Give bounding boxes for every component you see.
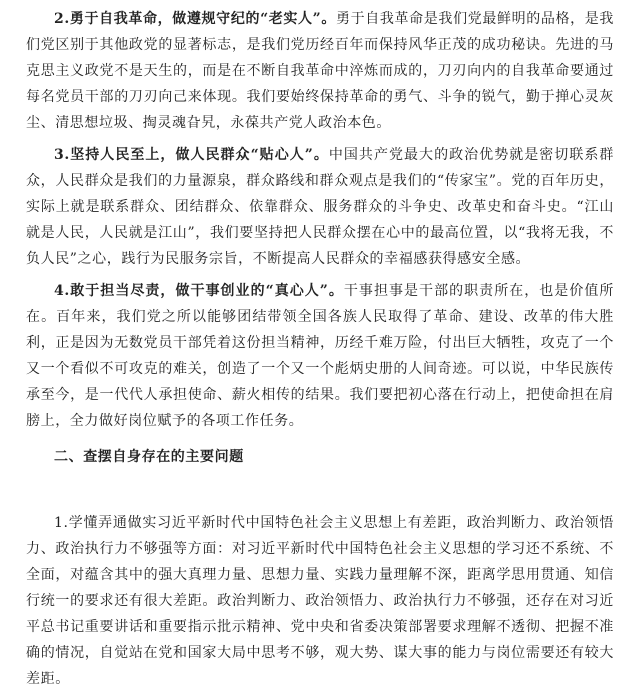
spacer	[26, 470, 614, 510]
paragraph-body: 勇于自我革命是我们党最鲜明的品格，是我们党区别于其他政党的显著标志，是我们党历经百年而保持风华正茂的成功秘诀。先进的马克思主义政党不是天生的，而是在不断自我革命中淬炼而成的，刀刃向内的自我革命要通过每名党员干部的刀刃向己来体现。我们要始终保持革命的勇气、斗争的锐气，勤于掸心灵灰尘、清思想垃圾、掏灵魂旮旯，永葆共产党人政治本色。	[26, 11, 614, 131]
paragraph-responsibility	[26, 278, 614, 434]
paragraph-self-revolution	[26, 6, 614, 136]
paragraph-lead: 2.勇于自我革命，做遵规守纪的“老实人”。	[54, 11, 336, 27]
paragraph-body: 干事担事是干部的职责所在，也是价值所在。百年来，我们党之所以能够团结带领全国各族人民取得了革命、建设、改革的伟大胜利，正是因为无数党员干部凭着这份担当精神，历经千难万险，付出巨大牺牲，攻克了一个又一个看似不可攻克的难关，创造了一个又一个彪炳史册的人间奇迹。可以说，中华民族传承至今，是一代代人承担使命、薪火相传的结果。我们要把初心落在行动上，把使命担在肩膀上，全力做好岗位赋予的各项工作任务。	[26, 283, 614, 429]
section-title: 二、查摆自身存在的主要问题	[54, 449, 244, 465]
paragraph-people-first	[26, 142, 614, 272]
paragraph-problems: 1.学懂弄通做实习近平新时代中国特色社会主义思想上有差距，政治判断力、政治领悟力、政治执行力不够强等方面：对习近平新时代中国特色社会主义思想的学习还不系统、不全面，对蕴含其中的强大真理力量、思想力量、实践力量理解不深，距离学思用贯通、知信行统一的要求还有很大差距。政治判断力、政治领悟力、政治执行力不够强，还存在对习近平总书记重要讲话和重要指示批示精神、党中央和省委决策部署要求理解不透彻、把握不准确的情况，自觉站在党和国家大局中思考不够，观大势、谋大事的能力与岗位需要还有较大差距。	[26, 515, 614, 687]
paragraph-lead: 3.坚持人民至上，做人民群众“贴心人”。	[54, 147, 329, 163]
paragraph-body: 中国共产党最大的政治优势就是密切联系群众，人民群众是我们的力量源泉，群众路线和群众观点是我们的“传家宝”。党的百年历史，实际上就是联系群众、团结群众、依靠群众、服务群众的斗争史、改革史和奋斗史。“江山就是人民，人民就是江山”，我们要坚持把人民群众摆在心中的最高位置，以“我将无我，不负人民”之心，践行为民服务宗旨，不断提高人民群众的幸福感获得感安全感。	[26, 147, 614, 267]
paragraph-lead: 4.敢于担当尽责，做干事创业的“真心人”。	[54, 283, 344, 299]
